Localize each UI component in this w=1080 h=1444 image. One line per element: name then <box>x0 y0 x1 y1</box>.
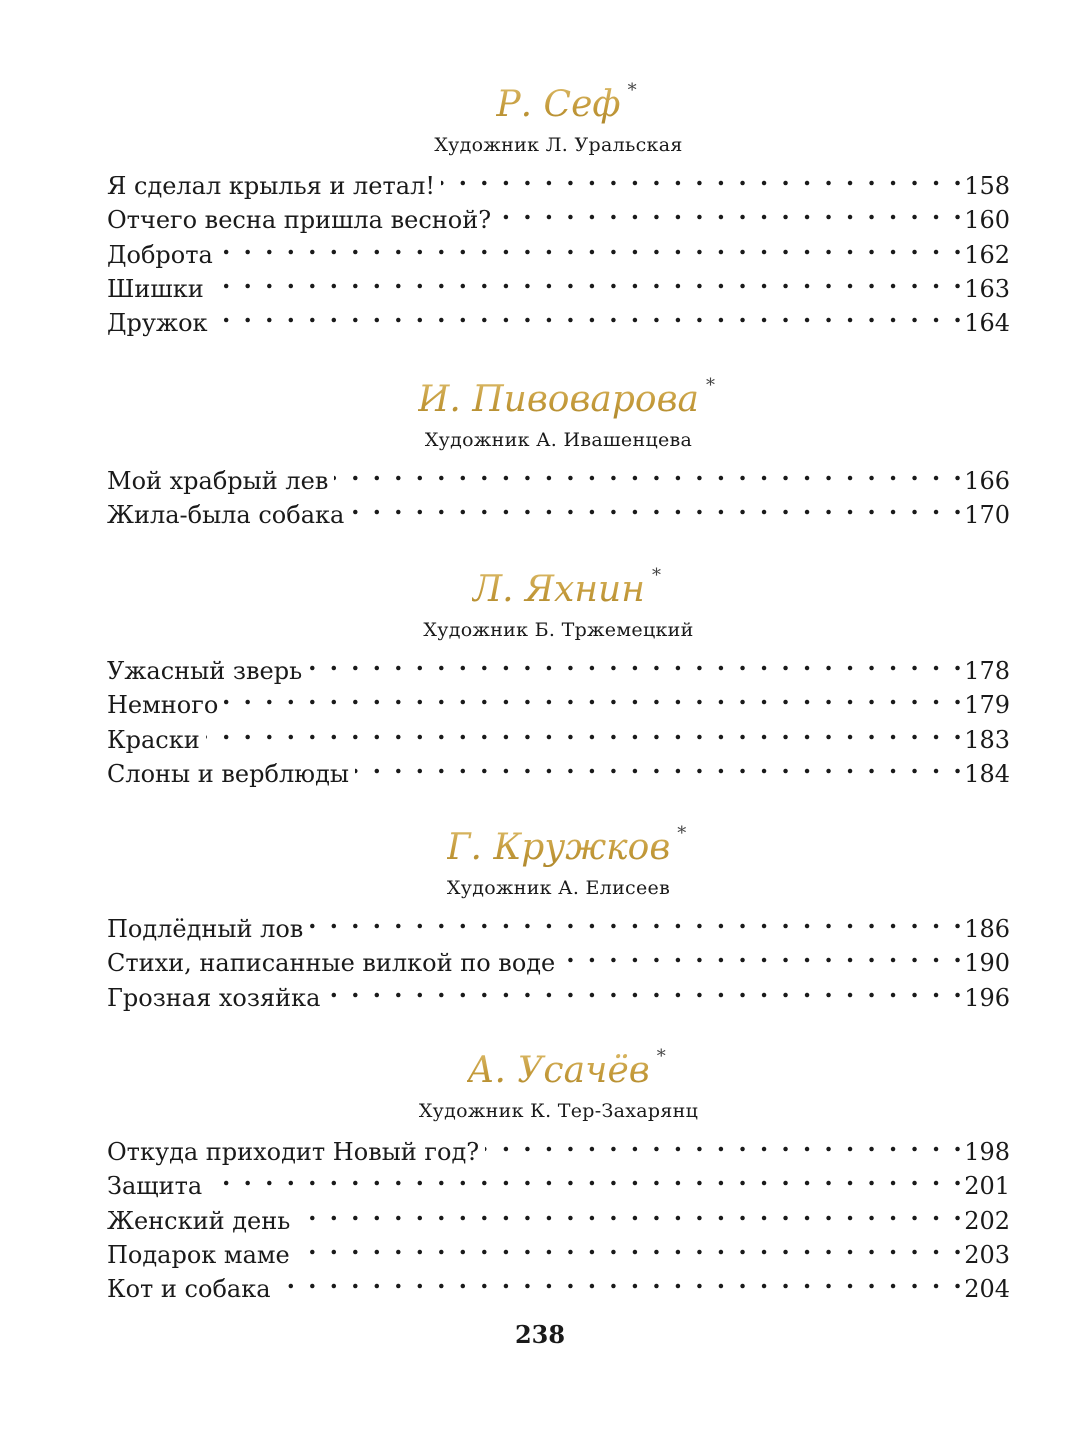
leader-dots <box>326 972 964 1006</box>
footnote-asterisk: * <box>677 823 687 844</box>
footnote-asterisk: * <box>706 375 716 396</box>
entry-page: 160 <box>964 206 1010 235</box>
illustrator-credit: Художник К. Тер-Захарянц <box>418 1100 699 1122</box>
footnote-asterisk: * <box>656 1046 666 1067</box>
entry-title: Слоны и верблюды <box>107 759 349 788</box>
toc-entry[interactable] <box>107 679 1010 720</box>
entry-page: 178 <box>964 657 1010 685</box>
leader-dots <box>219 229 964 263</box>
toc-entry[interactable] <box>107 645 1010 685</box>
toc-section-sef <box>107 80 1010 338</box>
illustrator-credit: Художник А. Ивашенцева <box>424 429 693 451</box>
entry-title: Отчего весна пришла весной? <box>107 206 492 235</box>
entry-title: Грозная хозяйка <box>107 983 321 1012</box>
leader-dots <box>296 1195 964 1229</box>
author-name: Р. Сеф * <box>496 80 620 130</box>
leader-dots <box>208 1160 964 1194</box>
leader-dots <box>561 937 964 971</box>
toc-section-yakhnin <box>107 565 1010 788</box>
toc-entry[interactable] <box>107 160 1010 200</box>
entry-title: Доброта <box>107 240 213 269</box>
entry-title: Мой храбрый лев <box>107 467 329 495</box>
author-heading <box>107 1046 1010 1096</box>
toc-entry[interactable] <box>107 748 1010 788</box>
author-heading <box>107 823 1010 873</box>
entry-page: 166 <box>964 467 1010 495</box>
entry-page: 190 <box>964 949 1010 978</box>
leader-dots <box>497 194 964 228</box>
entry-page: 184 <box>964 759 1010 788</box>
toc-entry[interactable] <box>107 455 1010 495</box>
entry-page: 204 <box>964 1275 1010 1304</box>
leader-dots <box>214 297 965 331</box>
page-number: 238 <box>514 1320 566 1349</box>
leader-dots <box>308 645 964 679</box>
toc-entry[interactable] <box>107 229 1010 269</box>
toc-entry[interactable] <box>107 1126 1010 1166</box>
toc-section-pivovarova <box>107 375 1010 530</box>
toc-section-usachev <box>107 1046 1010 1304</box>
author-name: Г. Кружков * <box>447 823 671 873</box>
entry-page: 196 <box>964 983 1010 1012</box>
leader-dots <box>296 1229 964 1263</box>
toc-entry[interactable] <box>107 1160 1010 1201</box>
author-name: И. Пивоварова * <box>418 375 699 425</box>
leader-dots <box>277 1263 965 1297</box>
entry-page: 164 <box>964 309 1010 338</box>
entry-page: 170 <box>964 501 1010 530</box>
entry-title: Немного <box>107 691 219 720</box>
entry-page: 179 <box>964 691 1010 720</box>
entry-page: 203 <box>964 1240 1010 1269</box>
leader-dots <box>441 160 964 194</box>
entry-title: Подлёдный лов <box>107 915 304 943</box>
author-heading <box>107 80 1010 130</box>
toc-section-kruzhkov <box>107 823 1010 1012</box>
author-name: А. Усачёв * <box>467 1046 649 1096</box>
toc-entry[interactable] <box>107 1195 1010 1235</box>
toc-entry[interactable] <box>107 263 1010 303</box>
leader-dots <box>210 263 964 297</box>
leader-dots <box>350 489 964 523</box>
entry-page: 201 <box>964 1172 1010 1201</box>
entry-title: Я сделал крылья и летал! <box>107 172 435 200</box>
leader-dots <box>206 714 965 748</box>
entry-page: 186 <box>964 915 1010 943</box>
leader-dots <box>334 455 964 489</box>
entry-title: Шишки <box>107 274 204 303</box>
entry-title: Ужасный зверь <box>107 657 303 685</box>
toc-entry[interactable] <box>107 903 1010 943</box>
footnote-asterisk: * <box>651 565 661 586</box>
leader-dots <box>355 748 964 782</box>
entry-page: 198 <box>964 1138 1010 1166</box>
entry-page: 163 <box>964 274 1010 303</box>
entry-page: 202 <box>964 1206 1010 1235</box>
entry-title: Дружок <box>107 309 208 338</box>
leader-dots <box>224 679 964 713</box>
leader-dots <box>485 1126 964 1160</box>
entry-title: Кот и собака <box>107 1275 271 1304</box>
entry-title: Подарок маме <box>107 1240 290 1269</box>
entry-title: Стихи, написанные вилкой по воде <box>107 949 556 978</box>
illustrator-credit: Художник А. Елисеев <box>446 877 671 899</box>
entry-title: Защита <box>107 1172 203 1201</box>
entry-title: Жила-была собака <box>107 501 345 530</box>
toc-entry[interactable] <box>107 297 1010 338</box>
entry-page: 158 <box>964 172 1010 200</box>
entry-page: 183 <box>964 725 1010 754</box>
entry-title: Женский день <box>107 1206 291 1235</box>
author-name: Л. Яхнин * <box>472 565 645 615</box>
footnote-asterisk: * <box>627 80 637 101</box>
entry-page: 162 <box>964 240 1010 269</box>
author-heading <box>107 375 1010 425</box>
illustrator-credit: Художник Л. Уральская <box>434 134 683 156</box>
leader-dots <box>309 903 964 937</box>
toc-entry[interactable] <box>107 714 1010 754</box>
entry-title: Откуда приходит Новый год? <box>107 1138 480 1166</box>
entry-title: Краски <box>107 725 200 754</box>
illustrator-credit: Художник Б. Тржемецкий <box>423 619 694 641</box>
author-heading <box>107 565 1010 615</box>
